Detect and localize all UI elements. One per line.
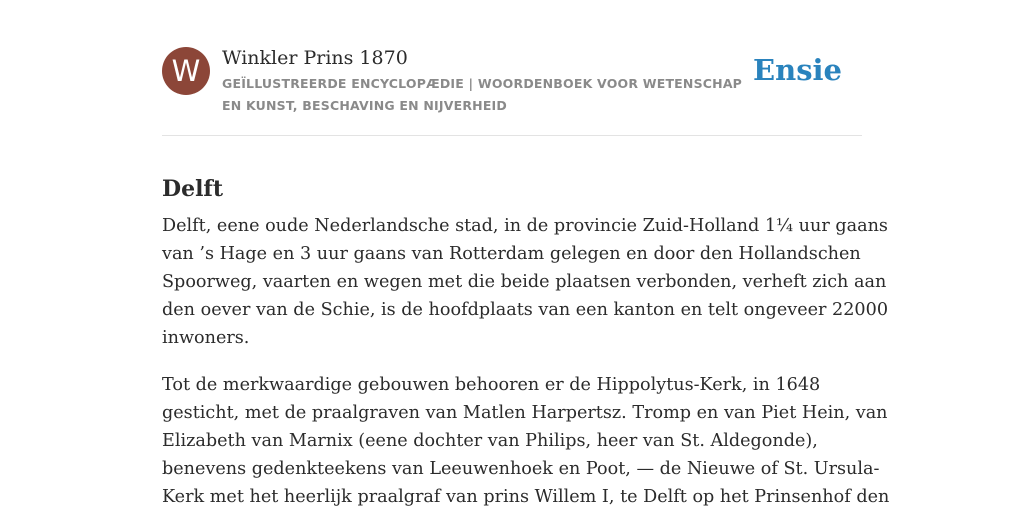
text-line: Tot de merkwaardige gebouwen behooren er de Hippolytus-Kerk, in 1648 — [162, 375, 821, 395]
text-line: Delft, eene oude Nederlandsche stad, in de provincie Zuid-Holland 1¼ uur gaans — [162, 216, 888, 236]
text-line: benevens gedenkteekens van Leeuwenhoek en Poot, — de Nieuwe of St. Ursula- — [162, 459, 880, 479]
source-header — [162, 46, 862, 116]
text-line: Spoorweg, vaarten en wegen met die beide plaatsen verbonden, verheft zich aan — [162, 272, 887, 292]
entry-title: Delft — [162, 175, 224, 202]
paragraph — [162, 371, 890, 511]
ensie-logo[interactable]: Ensie — [753, 53, 842, 87]
text-line: Kerk met het heerlijk praalgraf van prins Willem I, te Delft op het Prinsenhof den — [162, 487, 890, 507]
paragraph — [162, 212, 889, 352]
text-line: Elizabeth van Marnix (eene dochter van Philips, heer van St. Aldegonde), — [162, 431, 818, 451]
text-line: den oever van de Schie, is de hoofdplaats van een kanton en telt ongeveer 22000 — [162, 300, 889, 320]
text-line: gesticht, met de praalgraven van Matlen Harpertsz. Tromp en van Piet Hein, van — [162, 403, 888, 423]
text-line: van ’s Hage en 3 uur gaans van Rotterdam gelegen en door den Hollandschen — [162, 244, 861, 264]
page — [162, 0, 890, 512]
source-subtitle: GEÏLLUSTREERDE ENCYCLOPÆDIE | WOORDENBOEK VOOR WETENSCHAP EN KUNST, BESCHAVING EN NIJVERHEID — [222, 76, 743, 113]
source-title[interactable]: Winkler Prins 1870 — [222, 47, 408, 69]
entry-body — [162, 212, 890, 512]
source-avatar[interactable]: W — [162, 47, 210, 95]
header-divider — [162, 135, 862, 136]
text-line: inwoners. — [162, 328, 250, 348]
